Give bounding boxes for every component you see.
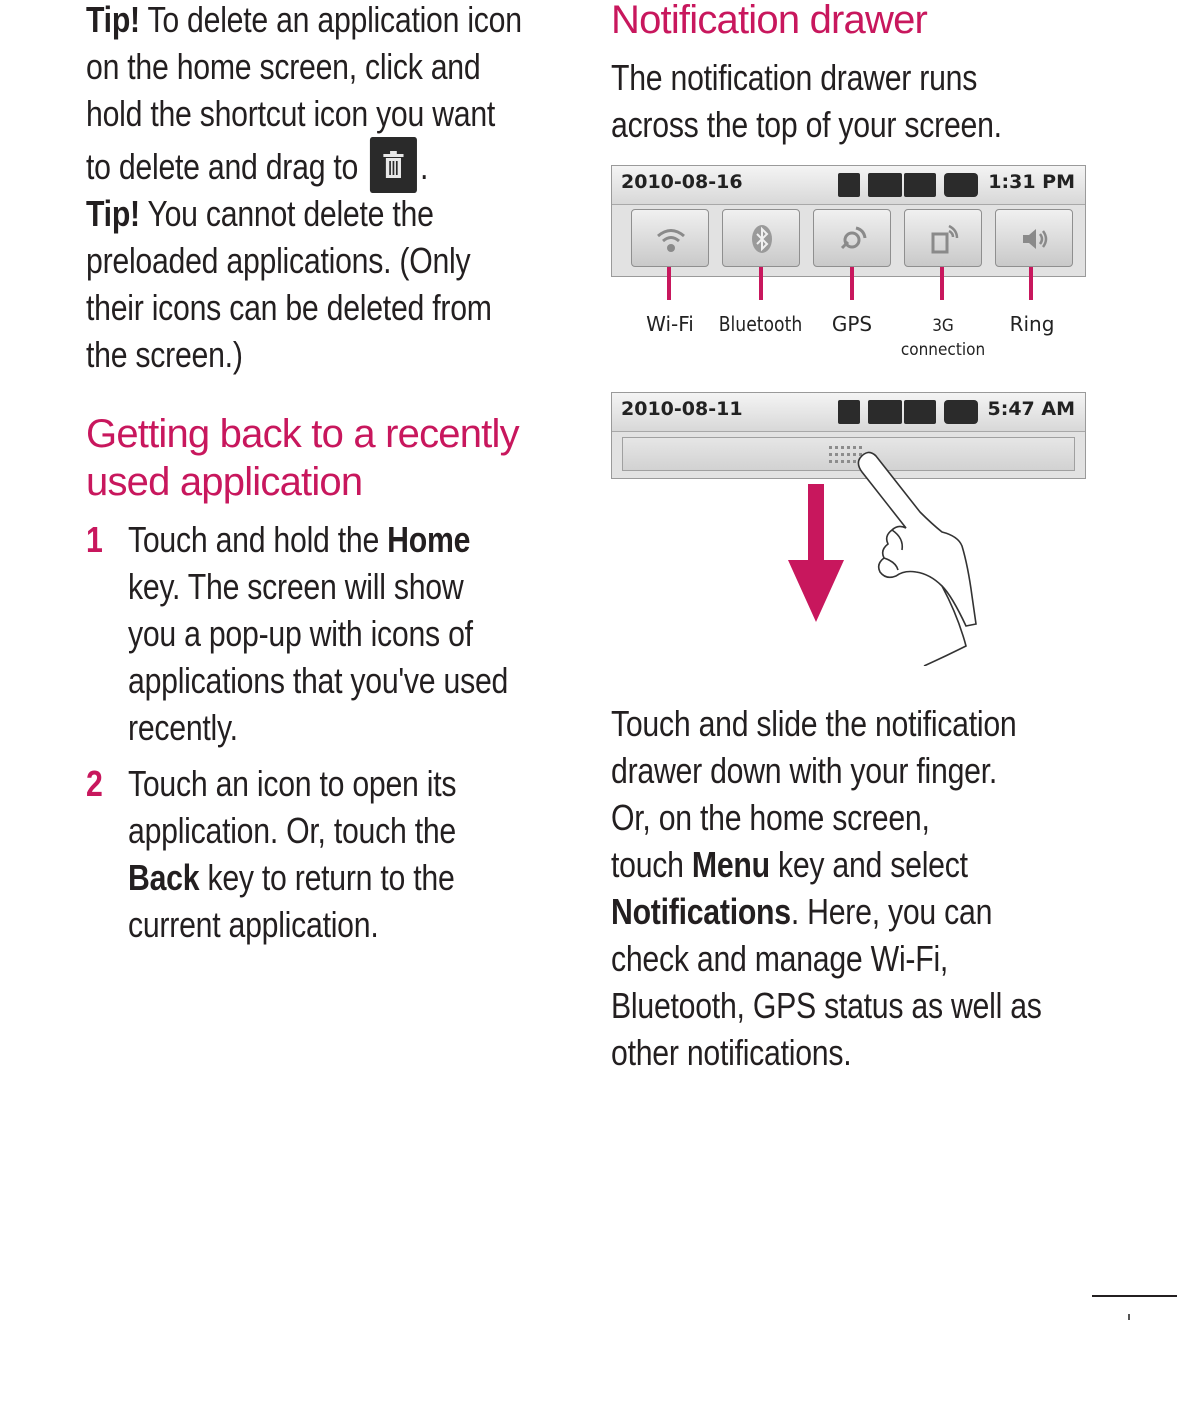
tip-1-line: on the home screen, click and bbox=[86, 46, 481, 87]
tip-2-line: preloaded applications. (Only bbox=[86, 240, 471, 281]
step-1-line: key. The screen will show bbox=[128, 566, 464, 607]
notification-body bbox=[611, 700, 1042, 1076]
leader-line-bluetooth bbox=[759, 267, 763, 300]
section-heading-recent bbox=[86, 410, 519, 506]
body-line: Touch and slide the notification bbox=[611, 703, 1017, 744]
step-2-text bbox=[128, 760, 456, 948]
tip-2-line: You cannot delete the bbox=[147, 193, 434, 234]
body-line: Or, on the home screen, bbox=[611, 797, 930, 838]
tip-1-line: to delete and drag to bbox=[86, 146, 359, 187]
leader-line-3g bbox=[940, 267, 944, 300]
step-1-line: recently. bbox=[128, 707, 238, 748]
leader-line-ring bbox=[1029, 267, 1033, 300]
data-status-icon bbox=[868, 173, 902, 197]
status-date: 2010-08-11 bbox=[621, 398, 743, 420]
tip-1-line: To delete an application icon bbox=[147, 0, 522, 40]
signal-icon bbox=[904, 173, 936, 197]
footer-rule bbox=[1092, 1295, 1177, 1297]
step-2-number: 2 bbox=[86, 763, 103, 804]
leader-line-wifi bbox=[667, 267, 671, 300]
leader-line-gps bbox=[850, 267, 854, 300]
tip-2-line: the screen.) bbox=[86, 334, 243, 375]
battery-icon bbox=[944, 173, 978, 197]
trash-icon bbox=[370, 137, 417, 193]
tip-2-label: Tip! bbox=[86, 193, 140, 234]
step-2-line: Touch an icon to open its bbox=[128, 763, 457, 804]
gps-icon bbox=[836, 222, 870, 256]
body-line: . Here, you can bbox=[790, 891, 993, 932]
wifi-toggle[interactable] bbox=[631, 209, 709, 267]
label-3g-line: connection bbox=[900, 340, 986, 360]
bluetooth-toggle[interactable] bbox=[722, 209, 800, 267]
body-line: touch bbox=[611, 844, 684, 885]
signal-icon bbox=[904, 400, 936, 424]
status-time: 1:31 PM bbox=[988, 171, 1075, 193]
step-1-line: applications that you've used bbox=[128, 660, 509, 701]
tip-1-label: Tip! bbox=[86, 0, 140, 40]
step-1-line: you a pop-up with icons of bbox=[128, 613, 473, 654]
tip-1 bbox=[86, 0, 522, 193]
finger-icon bbox=[846, 446, 986, 666]
step-1-line: Touch and hold the bbox=[128, 519, 380, 560]
bluetooth-status-icon bbox=[838, 400, 860, 424]
notification-intro bbox=[611, 54, 1002, 148]
back-key-label: Back bbox=[128, 857, 200, 898]
label-wifi: Wi-Fi bbox=[646, 312, 694, 336]
step-2-line: current application. bbox=[128, 904, 379, 945]
3g-icon bbox=[927, 222, 961, 256]
notification-drawer-expanded bbox=[611, 165, 1086, 277]
wifi-icon bbox=[654, 222, 688, 256]
intro-line: across the top of your screen. bbox=[611, 104, 1002, 145]
home-key-label: Home bbox=[387, 519, 471, 560]
step-1-text bbox=[128, 516, 508, 751]
body-line: drawer down with your finger. bbox=[611, 750, 998, 791]
label-bluetooth: Bluetooth bbox=[718, 312, 803, 336]
intro-line: The notification drawer runs bbox=[611, 57, 978, 98]
step-1-number: 1 bbox=[86, 519, 103, 560]
status-bar bbox=[612, 393, 1085, 432]
tip-1-line: hold the shortcut icon you want bbox=[86, 93, 496, 134]
body-line: Bluetooth, GPS status as well as bbox=[611, 985, 1042, 1026]
label-ring: Ring bbox=[1009, 312, 1055, 336]
tip-1-suffix: . bbox=[420, 146, 429, 187]
status-time: 5:47 AM bbox=[987, 398, 1075, 420]
data-status-icon bbox=[868, 400, 902, 424]
ring-toggle[interactable] bbox=[995, 209, 1073, 267]
footer-mark bbox=[1128, 1314, 1130, 1320]
step-2-line: key to return to the bbox=[207, 857, 455, 898]
body-line: other notifications. bbox=[611, 1032, 852, 1073]
tip-2-line: their icons can be deleted from bbox=[86, 287, 492, 328]
bluetooth-icon bbox=[745, 222, 779, 256]
section-heading-notification: Notification drawer bbox=[611, 0, 928, 42]
heading-line: used application bbox=[86, 460, 363, 504]
body-line: check and manage Wi-Fi, bbox=[611, 938, 949, 979]
status-bar bbox=[612, 166, 1085, 205]
label-gps: GPS bbox=[831, 312, 873, 336]
tip-2 bbox=[86, 190, 492, 378]
notifications-label: Notifications bbox=[611, 891, 791, 932]
ring-icon bbox=[1018, 222, 1052, 256]
body-line: key and select bbox=[777, 844, 968, 885]
bluetooth-status-icon bbox=[838, 173, 860, 197]
3g-toggle[interactable] bbox=[904, 209, 982, 267]
step-2-line: application. Or, touch the bbox=[128, 810, 456, 851]
heading-line: Getting back to a recently bbox=[86, 412, 519, 456]
label-3g-line: 3G bbox=[932, 316, 954, 336]
menu-key-label: Menu bbox=[691, 844, 770, 885]
status-date: 2010-08-16 bbox=[621, 171, 743, 193]
battery-icon bbox=[944, 400, 978, 424]
down-arrow-icon bbox=[786, 484, 846, 624]
label-3g bbox=[901, 314, 986, 362]
gps-toggle[interactable] bbox=[813, 209, 891, 267]
